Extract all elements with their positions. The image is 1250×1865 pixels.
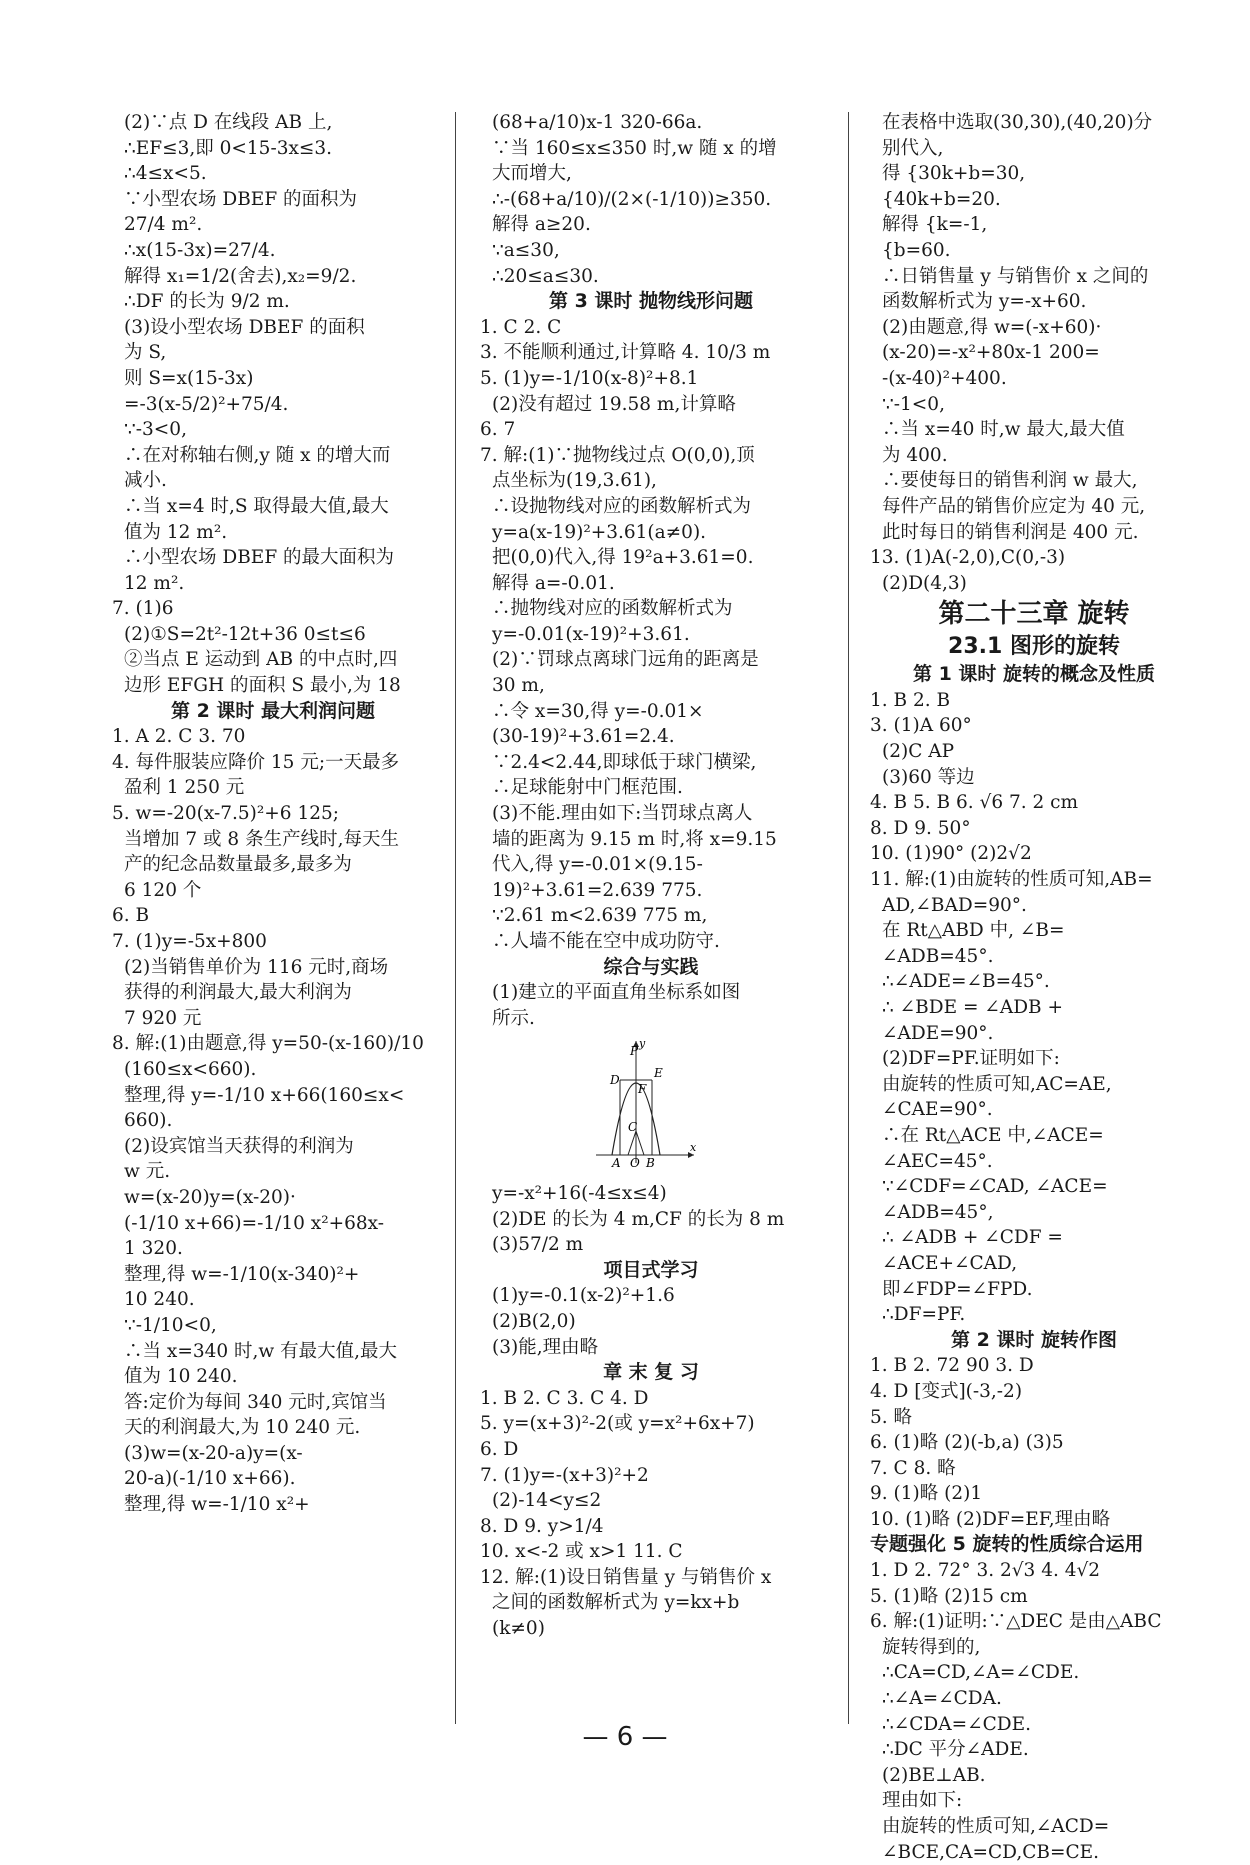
answer-line: (2)∵罚球点离球门远角的距离是: [492, 649, 759, 671]
answer-line: 点坐标为(19,3.61),: [492, 470, 657, 492]
fig-label-e: E: [654, 1066, 663, 1081]
answer-line: 别代入,: [882, 137, 944, 159]
answer-line: ∠BCE,CA=CD,CB=CE.: [882, 1841, 1099, 1863]
answer-line: (2)①S=2t²-12t+36 0≤t≤6: [124, 623, 366, 645]
answer-line: 则 S=x(15-3x): [124, 367, 254, 389]
answer-line: 30 m,: [492, 675, 545, 697]
fig-label-o: O: [630, 1156, 640, 1170]
fig-label-d: D: [610, 1073, 620, 1088]
answer-line: ∴∠ADE=∠B=45°.: [882, 971, 1050, 993]
parabola-figure: [590, 1037, 700, 1169]
answer-line: (2)当销售单价为 116 元时,商场: [124, 956, 389, 978]
answer-line: 19)²+3.61=2.639 775.: [492, 879, 703, 901]
answer-line: 在 Rt△ABD 中, ∠B=: [882, 920, 1065, 942]
answer-line: ∴人墙不能在空中成功防守.: [492, 931, 720, 952]
answer-line: 12 m².: [124, 572, 185, 594]
answer-line: (2)设宾馆当天获得的利润为: [124, 1135, 354, 1157]
numbered-answer: 1. A 2. C 3. 70: [112, 726, 246, 748]
chapter-heading: 第二十三章 旋转: [938, 599, 1130, 630]
answer-line: ∵当 160≤x≤350 时,w 随 x 的增: [492, 137, 777, 159]
answer-line: ∠CAE=90°.: [882, 1099, 993, 1121]
answer-line: ②当点 E 运动到 AB 的中点时,四: [124, 649, 398, 671]
answer-line: 10 240.: [124, 1289, 195, 1311]
topic-heading: 专题强化 5 旋转的性质综合运用: [870, 1533, 1144, 1556]
answer-line: 值为 12 m².: [124, 521, 228, 543]
answer-line: ∴小型农场 DBEF 的最大面积为: [124, 547, 395, 569]
answer-line: 当增加 7 或 8 条生产线时,每天生: [124, 828, 399, 850]
answer-line: 解得 {k=-1,: [882, 214, 988, 236]
section-heading: 第 2 课时 旋转作图: [950, 1328, 1118, 1351]
numbered-answer: 1. C 2. C: [480, 316, 562, 338]
numbered-answer: 1. B 2. C 3. C 4. D: [480, 1387, 649, 1409]
answer-line: (x-20)=-x²+80x-1 200=: [882, 342, 1100, 364]
answer-line: -(x-40)²+400.: [882, 367, 1007, 389]
numbered-answer: 4. 每件服装应降价 15 元;一天最多: [112, 751, 400, 773]
answer-line: ∠ADB=45°.: [882, 945, 994, 967]
answer-line: 解得 a≥20.: [492, 214, 591, 236]
answer-line: 由旋转的性质可知,AC=AE,: [882, 1073, 1112, 1095]
answer-line: (2)没有超过 19.58 m,计算略: [492, 393, 736, 415]
answer-line: AD,∠BAD=90°.: [882, 894, 1027, 916]
column-middle: [480, 110, 822, 1642]
answer-line: (3)60 等边: [882, 766, 975, 788]
section-heading: 项目式学习: [603, 1258, 699, 1281]
answer-line: ∴CA=CD,∠A=∠CDE.: [882, 1662, 1080, 1684]
answer-line: (2)DE 的长为 4 m,CF 的长为 8 m: [492, 1208, 785, 1230]
answer-line: (-1/10 x+66)=-1/10 x²+68x-: [124, 1212, 385, 1234]
answer-line: 即∠FDP=∠FPD.: [882, 1278, 1033, 1300]
answer-line: ∴在 Rt△ACE 中,∠ACE=: [882, 1124, 1104, 1146]
answer-line: (k≠0): [492, 1618, 545, 1640]
answer-line: (3)w=(x-20-a)y=(x-: [124, 1442, 303, 1464]
answer-line: 减小.: [124, 470, 167, 492]
answer-line: 把(0,0)代入,得 19²a+3.61=0.: [492, 547, 754, 569]
answer-line: ∵2.61 m<2.639 775 m,: [492, 905, 708, 927]
answer-line: ∴设抛物线对应的函数解析式为: [492, 495, 752, 517]
answer-line: 旋转得到的,: [882, 1636, 981, 1658]
answer-line: ∠ADB=45°,: [882, 1201, 994, 1223]
column-right: [870, 110, 1198, 1865]
answer-line: ∵小型农场 DBEF 的面积为: [124, 188, 358, 210]
answer-line: 由旋转的性质可知,∠ACD=: [882, 1816, 1110, 1837]
answer-line: 所示.: [492, 1007, 535, 1029]
answer-line: (68+a/10)x-1 320-66a.: [492, 112, 703, 133]
answer-line: ∴DF 的长为 9/2 m.: [124, 291, 290, 313]
answer-line: w=(x-20)y=(x-20)·: [124, 1186, 296, 1208]
answer-line: 天的利润最大,为 10 240 元.: [124, 1417, 361, 1439]
answer-line: (1)建立的平面直角坐标系如图: [492, 982, 741, 1004]
answer-line: 函数解析式为 y=-x+60.: [882, 291, 1087, 313]
fig-label-x: x: [690, 1141, 697, 1155]
answer-line: (2)由题意,得 w=(-x+60)·: [882, 316, 1102, 338]
column-divider: [455, 112, 456, 1724]
fig-label-f: F: [638, 1082, 647, 1097]
answer-line: ∴∠A=∠CDA.: [882, 1688, 1002, 1710]
answer-line: 答:定价为每间 340 元时,宾馆当: [124, 1391, 387, 1413]
numbered-answer: 3. (1)A 60°: [870, 715, 972, 737]
answer-line: 27/4 m².: [124, 214, 203, 236]
answer-line: ∵2.4<2.44,即球低于球门横梁,: [492, 751, 757, 773]
answer-line: ∴DC 平分∠ADE.: [882, 1739, 1029, 1761]
numbered-answer: 6. 7: [480, 419, 516, 441]
answer-line: (160≤x<660).: [124, 1058, 257, 1080]
fig-label-p: P: [630, 1044, 639, 1059]
numbered-answer: 8. D 9. y>1/4: [480, 1515, 604, 1537]
answer-line: w 元.: [124, 1161, 171, 1183]
answer-line: 解得 a=-0.01.: [492, 572, 615, 594]
answer-line: (3)57/2 m: [492, 1234, 584, 1256]
numbered-answer: 10. x<-2 或 x>1 11. C: [480, 1541, 683, 1563]
answer-line: 获得的利润最大,最大利润为: [124, 982, 352, 1004]
answer-line: ∴ ∠BDE = ∠ADB +: [882, 997, 1064, 1018]
answer-line: ∴足球能射中门框范围.: [492, 777, 683, 799]
answer-line: 7 920 元: [124, 1007, 202, 1029]
answer-line: 1 320.: [124, 1238, 183, 1260]
fig-label-c: C: [628, 1120, 638, 1135]
answer-line: (2)C AP: [882, 741, 955, 763]
numbered-answer: 5. w=-20(x-7.5)²+6 125;: [112, 803, 339, 825]
numbered-answer: 11. 解:(1)由旋转的性质可知,AB=: [870, 869, 1153, 891]
page-number: — 6 —: [582, 1722, 668, 1752]
numbered-answer: 10. (1)略 (2)DF=EF,理由略: [870, 1508, 1111, 1530]
fig-label-b: B: [646, 1156, 655, 1170]
numbered-answer: 5. (1)略 (2)15 cm: [870, 1585, 1028, 1607]
answer-line: ∵-3<0,: [124, 419, 187, 441]
answer-line: ∵-1<0,: [882, 393, 945, 415]
answer-line: =-3(x-5/2)²+75/4.: [124, 393, 289, 415]
answer-line: ∴∠CDA=∠CDE.: [882, 1713, 1031, 1735]
numbered-answer: 4. B 5. B 6. √6 7. 2 cm: [870, 792, 1079, 814]
answer-line: ∴当 x=4 时,S 取得最大值,最大: [124, 495, 389, 517]
answer-line: (2)DF=PF.证明如下:: [882, 1048, 1060, 1070]
numbered-answer: 7. (1)y=-5x+800: [112, 931, 267, 952]
answer-line: ∴ ∠ADB + ∠CDF =: [882, 1227, 1063, 1249]
answer-line: 墙的距离为 9.15 m 时,将 x=9.15: [492, 828, 777, 850]
numbered-answer: 5. (1)y=-1/10(x-8)²+8.1: [480, 367, 699, 389]
answer-line: ∴DF=PF.: [882, 1304, 966, 1326]
answer-line: ∴20≤a≤30.: [492, 265, 599, 287]
answer-line: ∴4≤x<5.: [124, 163, 207, 185]
numbered-answer: 10. (1)90° (2)2√2: [870, 843, 1032, 865]
numbered-answer: 6. B: [112, 905, 150, 927]
answer-line: ∴令 x=30,得 y=-0.01×: [492, 700, 704, 722]
answer-line: 盈利 1 250 元: [124, 777, 245, 799]
answer-line: 解得 x₁=1/2(舍去),x₂=9/2.: [124, 265, 357, 287]
section-title: 23.1 图形的旋转: [948, 634, 1120, 660]
numbered-answer: 7. C 8. 略: [870, 1457, 956, 1479]
section-heading: 第 2 课时 最大利润问题: [170, 699, 376, 722]
answer-line: (3)不能.理由如下:当罚球点离人: [492, 803, 753, 825]
numbered-answer: 13. (1)A(-2,0),C(0,-3): [870, 547, 1066, 569]
answer-line: ∴在对称轴右侧,y 随 x 的增大而: [124, 444, 391, 466]
answer-line: {b=60.: [882, 239, 951, 261]
answer-line: ∠ACE+∠CAD,: [882, 1252, 1018, 1274]
numbered-answer: 7. (1)y=-(x+3)²+2: [480, 1464, 649, 1486]
numbered-answer: 1. D 2. 72° 3. 2√3 4. 4√2: [870, 1560, 1101, 1582]
numbered-answer: 9. (1)略 (2)1: [870, 1483, 983, 1505]
numbered-answer: 6. D: [480, 1438, 519, 1460]
answer-line: 为 400.: [882, 444, 948, 466]
answer-line: 值为 10 240.: [124, 1366, 238, 1388]
answer-line: ∠AEC=45°.: [882, 1150, 993, 1172]
answer-line: 660).: [124, 1110, 173, 1132]
answer-line: (2)BE⊥AB.: [882, 1764, 986, 1786]
numbered-answer: 8. D 9. 50°: [870, 817, 971, 839]
answer-line: ∵∠CDF=∠CAD, ∠ACE=: [882, 1176, 1108, 1198]
numbered-answer: 5. y=(x+3)²-2(或 y=x²+6x+7): [480, 1413, 755, 1435]
answer-line: ∴当 x=340 时,w 有最大值,最大: [124, 1340, 397, 1362]
numbered-answer: 1. B 2. 72 90 3. D: [870, 1355, 1034, 1377]
answer-line: 理由如下:: [882, 1790, 963, 1812]
answer-line: ∵-1/10<0,: [124, 1314, 217, 1336]
numbered-answer: 6. (1)略 (2)(-b,a) (3)5: [870, 1432, 1064, 1454]
answer-line: (2)-14<y≤2: [492, 1490, 602, 1512]
answer-line: y=-x²+16(-4≤x≤4): [492, 1182, 667, 1204]
answer-line: ∠ADE=90°.: [882, 1022, 994, 1044]
answer-line: 得 {30k+b=30,: [882, 163, 1026, 185]
answer-line: (30-19)²+3.61=2.4.: [492, 726, 675, 748]
answer-line: (1)y=-0.1(x-2)²+1.6: [492, 1285, 675, 1307]
answer-line: (3)能,理由略: [492, 1336, 599, 1358]
answer-line: (2)B(2,0): [492, 1310, 576, 1332]
answer-line: ∴当 x=40 时,w 最大,最大值: [882, 419, 1125, 441]
fig-label-y: y: [639, 1037, 646, 1051]
answer-line: 6 120 个: [124, 879, 202, 901]
answer-line: ∴要使每日的销售利润 w 最大,: [882, 470, 1138, 492]
section-heading: 第 1 课时 旋转的概念及性质: [912, 663, 1156, 686]
answer-line: 产的纪念品数量最多,最多为: [124, 854, 352, 876]
column-divider: [848, 112, 849, 1724]
numbered-answer: 8. 解:(1)由题意,得 y=50-(x-160)/10: [112, 1033, 424, 1055]
answer-line: ∴抛物线对应的函数解析式为: [492, 598, 733, 620]
answer-line: 大而增大,: [492, 163, 572, 185]
answer-line: 代入,得 y=-0.01×(9.15-: [492, 854, 703, 876]
answer-line: 为 S,: [124, 342, 167, 364]
answer-line: 整理,得 w=-1/10 x²+: [124, 1494, 310, 1516]
answer-line: 此时每日的销售利润是 400 元.: [882, 521, 1139, 543]
column-left: [112, 110, 434, 1518]
numbered-answer: 6. 解:(1)证明:∵△DEC 是由△ABC: [870, 1611, 1162, 1633]
section-heading: 综合与实践: [603, 955, 699, 978]
answer-line: ∴-(68+a/10)/(2×(-1/10))≥350.: [492, 188, 772, 210]
answer-line: ∴x(15-3x)=27/4.: [124, 239, 276, 261]
numbered-answer: 1. B 2. B: [870, 689, 951, 711]
answer-line: ∴日销售量 y 与销售价 x 之间的: [882, 265, 1149, 287]
answer-line: ∴EF≤3,即 0<15-3x≤3.: [124, 137, 333, 159]
answer-line: 整理,得 y=-1/10 x+66(160≤x<: [124, 1084, 405, 1106]
answer-line: y=a(x-19)²+3.61(a≠0).: [492, 521, 707, 543]
answer-line: (3)设小型农场 DBEF 的面积: [124, 316, 365, 338]
numbered-answer: 3. 不能顺利通过,计算略 4. 10/3 m: [480, 342, 771, 364]
answer-line: (2)D(4,3): [882, 572, 967, 594]
numbered-answer: 7. 解:(1)∵抛物线过点 O(0,0),顶: [480, 444, 755, 466]
answer-line: {40k+b=20.: [882, 188, 1001, 210]
numbered-answer: 5. 略: [870, 1406, 913, 1428]
answer-line: 之间的函数解析式为 y=kx+b: [492, 1592, 740, 1614]
numbered-answer: 4. D [变式](-3,-2): [870, 1380, 1023, 1402]
answer-line: y=-0.01(x-19)²+3.61.: [492, 623, 690, 645]
section-heading: 第 3 课时 抛物线形问题: [548, 290, 754, 313]
section-heading: 章 末 复 习: [603, 1361, 699, 1384]
numbered-answer: 12. 解:(1)设日销售量 y 与销售价 x: [480, 1566, 772, 1588]
answer-line: (2)∵点 D 在线段 AB 上,: [124, 112, 333, 133]
fig-label-a: A: [612, 1156, 621, 1170]
answer-line: 在表格中选取(30,30),(40,20)分: [882, 112, 1153, 133]
answer-line: 每件产品的销售价应定为 40 元,: [882, 495, 1146, 517]
numbered-answer: 7. (1)6: [112, 598, 174, 620]
answer-line: 整理,得 w=-1/10(x-340)²+: [124, 1263, 360, 1285]
answer-line: 边形 EFGH 的面积 S 最小,为 18: [124, 675, 401, 697]
answer-line: 20-a)(-1/10 x+66).: [124, 1468, 296, 1490]
answer-line: ∵a≤30,: [492, 239, 560, 261]
